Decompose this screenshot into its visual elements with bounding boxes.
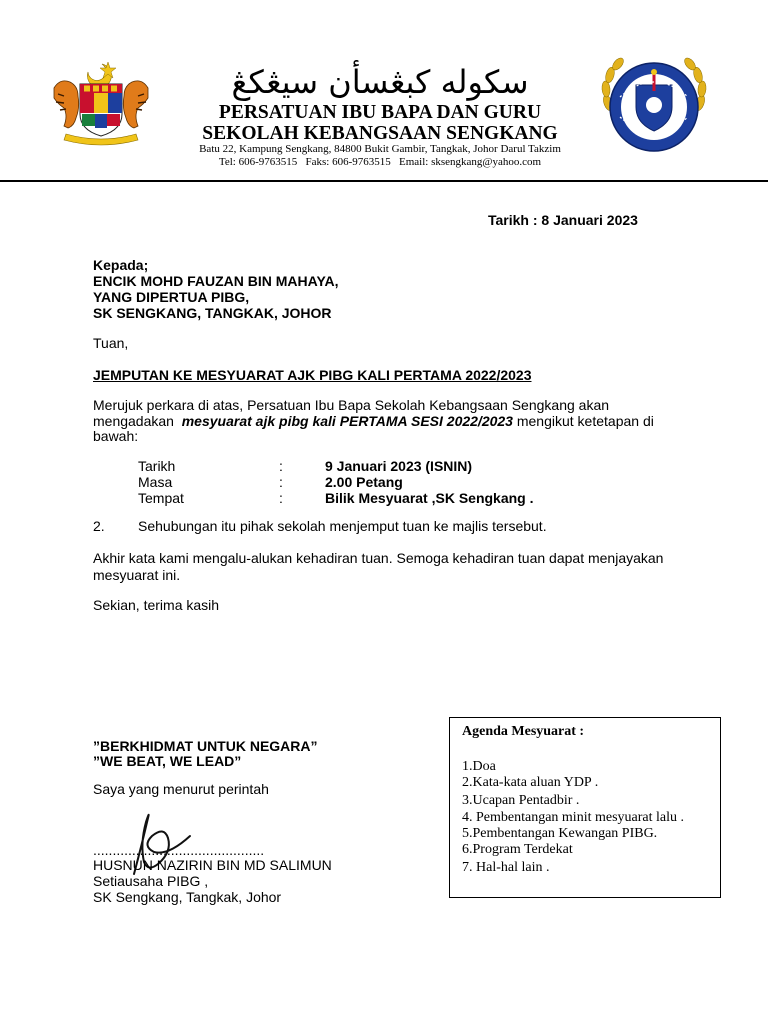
jawi-school-name: سكوله كبڠسأن سيڠكڠ [231, 63, 529, 101]
signer-school: SK Sengkang, Tangkak, Johor [93, 889, 282, 905]
school-address: Batu 22, Kampung Sengkang, 84800 Bukit Gambir, Tangkak, Johor Darul Takzim [199, 143, 561, 155]
detail-colon: : [279, 458, 283, 474]
organization-name: PERSATUAN IBU BAPA DAN GURU [218, 102, 542, 123]
closing-line-1: Akhir kata kami mengalu-alukan kehadiran tuan. Semoga kehadiran tuan dapat menjayakan [93, 550, 664, 566]
signer-role: Setiausaha PIBG , [93, 873, 209, 889]
agenda-item: 2.Kata-kata aluan YDP . [462, 775, 599, 790]
paragraph-1-line-2 [93, 413, 654, 429]
letter-subject: JEMPUTAN KE MESYUARAT AJK PIBG KALI PERTAMA 2022/2023 [93, 367, 532, 383]
meeting-emphasis: mesyuarat ajk pibg kali PERTAMA SESI 2022/2023 [181, 413, 513, 429]
paragraph-1-line-3: bawah: [93, 428, 139, 444]
signature-dotted-line: ............................................ [93, 842, 265, 858]
paragraph-2-number: 2. [93, 518, 105, 534]
paragraph-2-text: Sehubungan itu pihak sekolah menjemput tuan ke majlis tersebut. [138, 518, 547, 534]
agenda-item: 5.Pembentangan Kewangan PIBG. [462, 826, 658, 841]
letter-date: Tarikh : 8 Januari 2023 [488, 212, 638, 228]
recipient-label: Kepada; [93, 257, 149, 273]
motto-line-2: ”WE BEAT, WE LEAD” [93, 753, 242, 769]
detail-label-venue: Tempat [138, 490, 184, 506]
signer-name: HUSNUN NAZIRIN BIN MD SALIMUN [93, 857, 332, 873]
recipient-name: ENCIK MOHD FAUZAN BIN MAHAYA, [93, 273, 339, 289]
detail-label-time: Masa [138, 474, 173, 490]
salutation: Tuan, [93, 335, 129, 351]
school-crest-logo [598, 55, 710, 159]
agenda-item: 3.Ucapan Pentadbir . [462, 793, 580, 808]
paragraph-1-suffix: mengikut ketetapan di [512, 413, 654, 429]
detail-colon: : [279, 474, 283, 490]
header-divider [0, 180, 768, 182]
closing-line-2: mesyuarat ini. [93, 567, 181, 583]
school-contact: Tel: 606-9763515 Faks: 606-9763515 Email: sksengkang@yahoo.com [218, 156, 542, 168]
recipient-address: SK SENGKANG, TANGKAK, JOHOR [93, 305, 332, 321]
detail-colon: : [279, 490, 283, 506]
detail-value-time: 2.00 Petang [325, 474, 403, 490]
obedience-line: Saya yang menurut perintah [93, 781, 269, 797]
agenda-item: 7. Hal-hal lain . [462, 860, 550, 875]
agenda-item: 1.Doa [462, 759, 496, 774]
sign-off: Sekian, terima kasih [93, 597, 220, 613]
agenda-item: 6.Program Terdekat [462, 842, 573, 857]
detail-label-date: Tarikh [138, 458, 176, 474]
motto-line-1: ”BERKHIDMAT UNTUK NEGARA” [93, 738, 318, 754]
school-name: SEKOLAH KEBANGSAAN SENGKANG [202, 123, 558, 144]
paragraph-1-line-1: Merujuk perkara di atas, Persatuan Ibu Bapa Sekolah Kebangsaan Sengkang akan [93, 397, 610, 413]
recipient-title: YANG DIPERTUA PIBG, [93, 289, 250, 305]
agenda-item: 4. Pembentangan minit mesyuarat lalu . [462, 810, 685, 825]
agenda-title: Agenda Mesyuarat : [462, 724, 585, 739]
malaysia-coat-of-arms-logo [46, 58, 156, 148]
detail-value-venue: Bilik Mesyuarat ,SK Sengkang . [325, 490, 534, 506]
paragraph-1-prefix: mengadakan [93, 413, 182, 429]
detail-value-date: 9 Januari 2023 (ISNIN) [325, 458, 473, 474]
